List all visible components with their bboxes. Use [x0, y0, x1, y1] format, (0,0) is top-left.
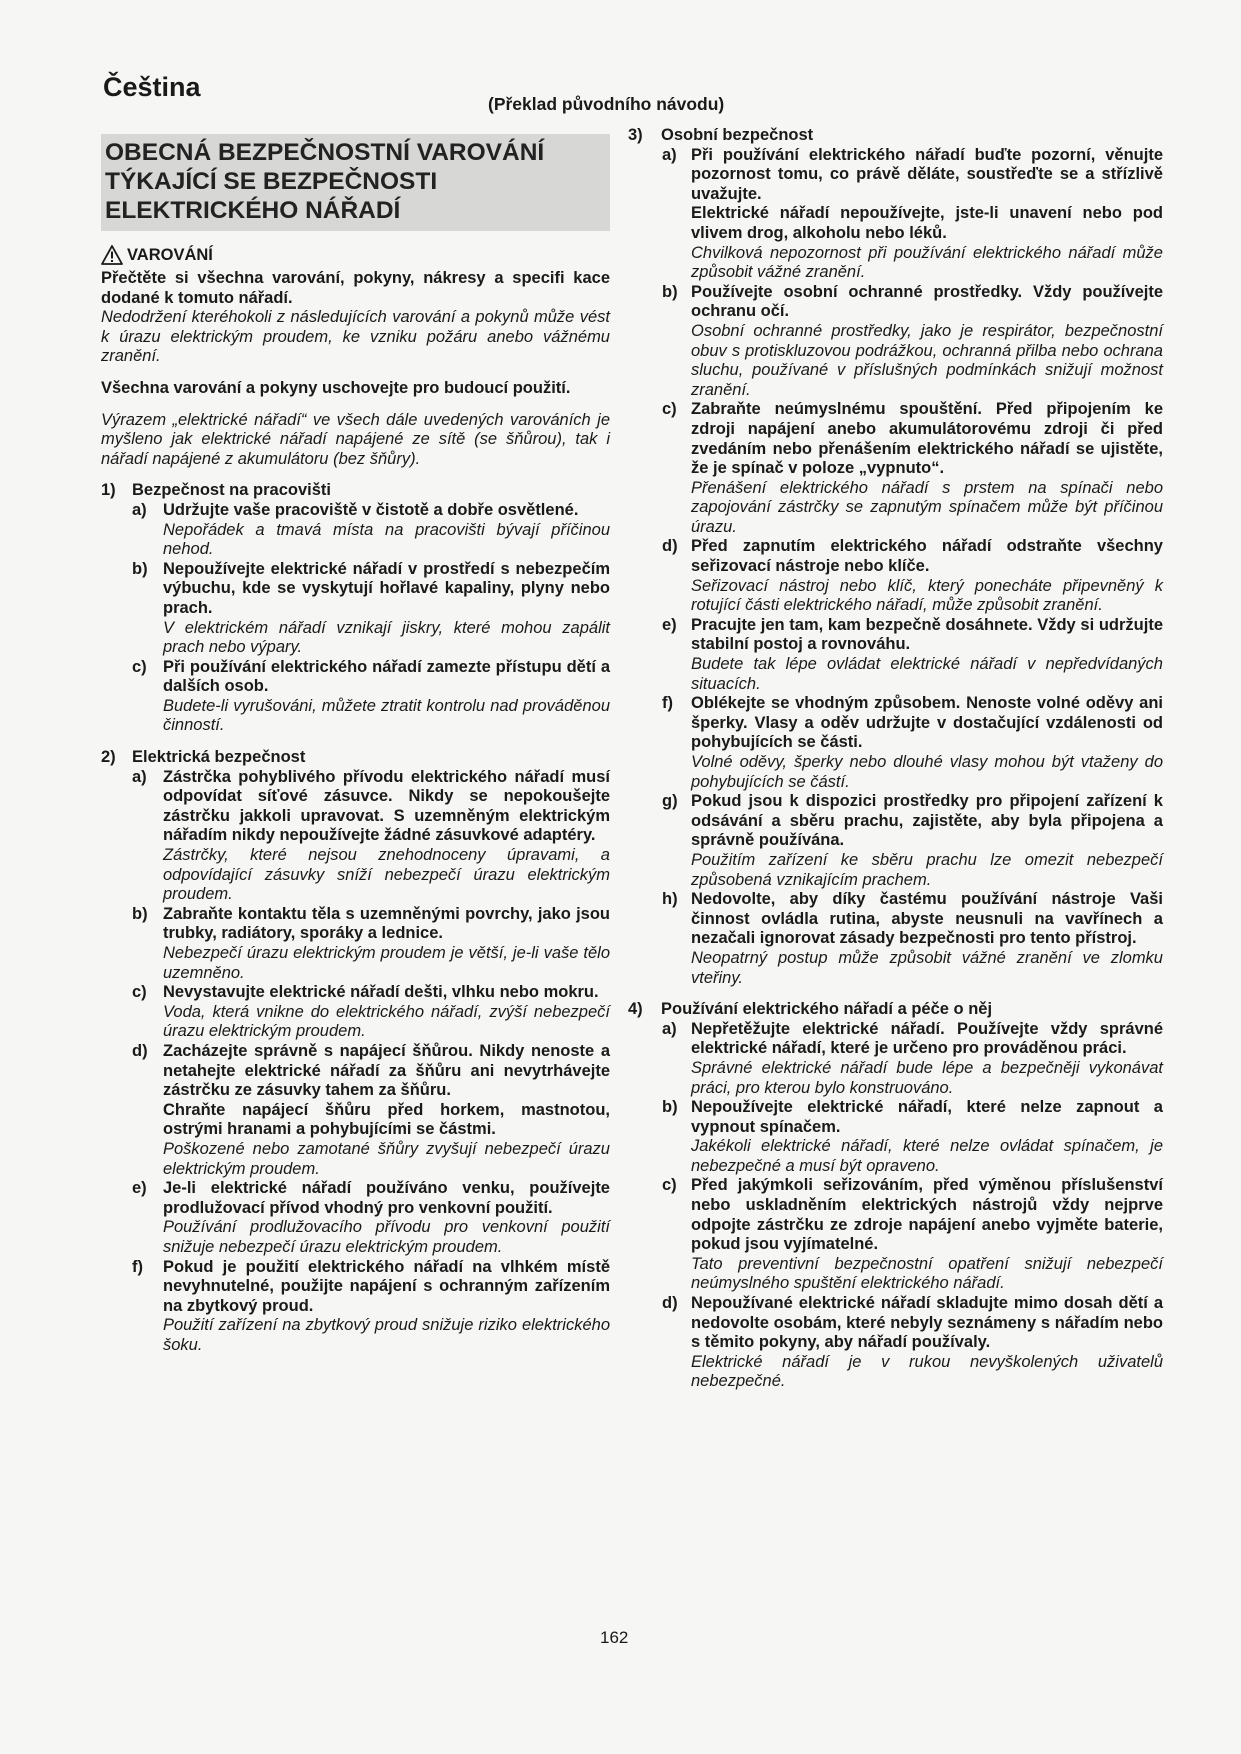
list-item [628, 694, 1163, 792]
left-column [101, 128, 610, 1355]
item-text: Pokud jsou k dispozici prostředky pro připojení zařízení k odsávání a sběru prachu, zajistěte, aby byla připojena a správně používána. [691, 792, 1163, 850]
list-item [628, 792, 1163, 890]
item-note: Elektrické nářadí je v rukou nevyškolených uživatelů nebezpečné. [691, 1352, 1163, 1391]
item-label: e) [132, 1179, 147, 1198]
item-text: Při používání elektrického nářadí zamezte přístupu dětí a dalších osob. [163, 657, 610, 696]
section-3-heading [628, 126, 1163, 146]
general-warning-title-box [101, 134, 610, 231]
item-text: Nedovolte, aby díky častému používání nástroje Vaši činnost ovládla rutina, abyste neusnuli na vavřínech a nezačali ignorovat zásady bezpečnosti pro tento přístroj. [691, 890, 1163, 948]
list-item [628, 616, 1163, 694]
list-item [101, 501, 610, 560]
section-number: 1) [101, 481, 116, 500]
list-item [628, 1294, 1163, 1392]
item-note: Neopatrný postup může způsobit vážné zranění ve zlomku vteřiny. [691, 948, 1163, 987]
list-item [628, 283, 1163, 401]
item-text: Nepoužívejte elektrické nářadí v prostředí s nebezpečím výbuchu, kde se vyskytují hořlavé kapaliny, plyny nebo prach. [163, 559, 610, 617]
item-note: Poškozené nebo zamotané šňůry zvyšují nebezpečí úrazu elektrickým proudem. [163, 1139, 610, 1178]
item-label: c) [662, 400, 677, 419]
item-label: f) [132, 1257, 143, 1276]
item-label: h) [662, 890, 678, 909]
item-text: Zacházejte správně s napájecí šňůrou. Nikdy nenoste a netahejte elektrické nářadí za šňůru ani nevytrhávejte zástrčku ze zásuvky tahem za šňůru. [163, 1041, 610, 1100]
item-text: Nepřetěžujte elektrické nářadí. Používejte vždy správné elektrické nářadí, které je určeno pro prováděnou práci. [691, 1019, 1163, 1058]
right-column [628, 126, 1163, 1392]
list-item [101, 1179, 610, 1257]
item-note: Nebezpečí úrazu elektrickým proudem je větší, je-li vaše tělo uzemněno. [163, 944, 610, 982]
item-note: Volné oděvy, šperky nebo dlouhé vlasy mohou být vtaženy do pohybujících se částí. [691, 753, 1163, 791]
item-note: Seřizovací nástroj nebo klíč, který ponecháte připevněný k rotující části elektrického nářadí, může způsobit zranění. [691, 576, 1163, 615]
item-text: Zabraňte neúmyslnému spouštění. Před připojením ke zdroji napájení anebo akumulátorovému zdroji či před zvedáním nebo přenášením elektrického nářadí se ujistěte, že je spínač v poloze „vypnuto“. [691, 400, 1163, 478]
section-title: Elektrická bezpečnost [132, 748, 306, 767]
item-text: Před zapnutím elektrického nářadí odstraňte všechny seřizovací nástroje nebo klíče. [691, 537, 1163, 576]
item-text-continued: Elektrické nářadí nepoužívejte, jste-li unavení nebo pod vlivem drog, alkoholu nebo léků. [691, 204, 1163, 242]
item-text: Je-li elektrické nářadí používáno venku, používejte prodlužovací přívod vhodný pro venkovní použití. [163, 1179, 610, 1217]
section-2-heading [101, 748, 610, 768]
item-text: Oblékejte se vhodným způsobem. Nenoste volné oděvy ani šperky. Vlasy a oděv udržujte v dostačující vzdálenosti od pohybujících se části. [691, 694, 1163, 752]
warning-triangle-icon [101, 245, 123, 265]
item-note: Tato preventivní bezpečnostní opatření snižují nebezpečí neúmyslného spuštění elektrického nářadí. [691, 1254, 1163, 1293]
item-label: b) [662, 1098, 678, 1117]
item-text-continued: Chraňte napájecí šňůru před horkem, mastnotou, ostrými hranami a pohybujícími se částmi. [163, 1100, 610, 1139]
item-text: Nepoužívejte elektrické nářadí, které nelze zapnout a vypnout spínačem. [691, 1098, 1163, 1136]
list-item [101, 1042, 610, 1179]
item-note: Přenášení elektrického nářadí s prstem na spínači nebo zapojování zástrčky se zapnutým spínačem může být příčinou úrazu. [691, 478, 1163, 536]
item-text: Před jakýmkoli seřizováním, před výměnou příslušenství nebo uskladněním elektrických nástrojů vždy nejprve odpojte zástrčku ze zdroje napájení anebo vyjměte baterie, pokud jsou vyjímatelné. [691, 1176, 1163, 1254]
item-note: Jakékoli elektrické nářadí, které nelze ovládat spínačem, je nebezpečné a musí být opraveno. [691, 1137, 1163, 1175]
list-item [628, 146, 1163, 283]
item-label: f) [662, 694, 673, 713]
item-label: b) [662, 282, 678, 301]
section-number: 2) [101, 748, 116, 767]
item-text: Nevystavujte elektrické nářadí dešti, vlhku nebo mokru. [163, 983, 599, 1002]
item-label: g) [662, 792, 678, 811]
section-number: 3) [628, 126, 643, 144]
item-note: Chvilková nepozornost při používání elektrického nářadí může způsobit vážné zranění. [691, 243, 1163, 282]
item-label: c) [132, 657, 147, 676]
item-label: d) [662, 537, 678, 556]
read-all-note: Nedodržení kteréhokoli z následujících varování a pokynů může vést k úrazu elektrickým proudem, ke vzniku požáru anebo vážnému zranění. [101, 308, 610, 366]
section-title: Osobní bezpečnost [661, 126, 814, 144]
item-text: Zástrčka pohyblivého přívodu elektrického nářadí musí odpovídat síťové zásuvce. Nikdy se nepokoušejte zástrčku jakkoli upravovat. S uzemněným elektrickým nářadím nikdy nepoužívejte žádné zásuvkové adaptéry. [163, 767, 610, 845]
item-label: d) [132, 1041, 148, 1060]
item-note: Osobní ochranné prostředky, jako je respirátor, bezpečnostní obuv s protiskluzovou podrážkou, ochranná přilba nebo ochrana sluchu, používané v příslušných podmínkách snižují možnost zranění. [691, 321, 1163, 399]
title-line: TÝKAJÍCÍ SE BEZPEČNOSTI [105, 168, 438, 195]
item-label: a) [662, 145, 677, 164]
item-note: Správné elektrické nářadí bude lépe a bezpečněji vykonávat práci, pro kterou bylo konstruováno. [691, 1058, 1163, 1097]
item-label: e) [662, 615, 677, 634]
item-text: Nepoužívané elektrické nářadí skladujte mimo dosah dětí a nedovolte osobám, které nebyly seznámeny s nářadím nebo s těmito pokyny, aby nářadí používaly. [691, 1294, 1163, 1352]
item-note: Použitím zařízení ke sběru prachu lze omezit nebezpečí způsobená vznikajícím prachem. [691, 850, 1163, 889]
item-text: Používejte osobní ochranné prostředky. Vždy používejte ochranu očí. [691, 282, 1163, 321]
translation-subtitle: (Překlad původního návodu) [488, 94, 725, 114]
section-4-heading [628, 1000, 1163, 1020]
item-note: Použití zařízení na zbytkový proud snižuje riziko elektrického šoku. [163, 1316, 610, 1354]
list-item [101, 983, 610, 1042]
item-text: Pracujte jen tam, kam bezpečně dosáhnete. Vždy si udržujte stabilní postoj a rovnováhu. [691, 615, 1163, 654]
item-note: Budete tak lépe ovládat elektrické nářadí v nepředvídaných situacích. [691, 655, 1163, 693]
list-item [101, 905, 610, 983]
item-text: Zabraňte kontaktu těla s uzemněnými povrchy, jako jsou trubky, radiátory, sporáky a lednice. [163, 904, 610, 943]
item-label: a) [132, 500, 147, 519]
item-text: Udržujte vaše pracoviště v čistotě a dobře osvětlené. [163, 500, 579, 519]
list-item [101, 658, 610, 736]
list-item [101, 560, 610, 658]
item-text: Pokud je použití elektrického nářadí na vlhkém místě nevyhnutelné, použijte napájení s ochranným zařízením na zbytkový proud. [163, 1257, 610, 1315]
section-title: Bezpečnost na pracovišti [132, 481, 331, 500]
list-item [101, 768, 610, 905]
item-label: c) [662, 1176, 677, 1195]
item-label: c) [132, 983, 147, 1002]
warning-label [101, 245, 610, 265]
title-line: OBECNÁ BEZPEČNOSTNÍ VAROVÁNÍ [105, 139, 545, 166]
language-heading: Čeština [103, 72, 201, 102]
item-note: Nepořádek a tmavá místa na pracovišti bývají příčinou nehod. [163, 520, 610, 559]
item-label: b) [132, 904, 148, 923]
title-line: ELEKTRICKÉHO NÁŘADÍ [105, 197, 401, 224]
read-all-instruction: Přečtěte si všechna varování, pokyny, nákresy a specifi kace dodané k tomuto nářadí. [101, 269, 610, 307]
item-label: b) [132, 559, 148, 578]
keep-instructions: Všechna varování a pokyny uschovejte pro budoucí použití. [101, 378, 571, 397]
list-item [628, 400, 1163, 537]
list-item [101, 1258, 610, 1356]
item-label: a) [662, 1019, 677, 1038]
power-tool-definition: Výrazem „elektrické nářadí“ ve všech dále uvedených varováních je myšleno jak elektrické nářadí napájené ze sítě (se šňůrou), tak i nářadí napájené z akumulátoru (bez šňůry). [101, 410, 610, 468]
list-item [628, 890, 1163, 988]
section-title: Používání elektrického nářadí a péče o něj [661, 1000, 993, 1019]
item-note: Zástrčky, které nejsou znehodnoceny úpravami, a odpovídající zásuvky sníží nebezpečí úrazu elektrickým proudem. [163, 846, 610, 904]
item-note: Budete-li vyrušováni, můžete ztratit kontrolu nad prováděnou činností. [163, 696, 610, 735]
item-note: V elektrickém nářadí vznikají jiskry, které mohou zapálit prach nebo výpary. [163, 618, 610, 657]
list-item [628, 1098, 1163, 1176]
warning-label-text: VAROVÁNÍ [127, 245, 213, 264]
page-number: 162 [600, 1628, 629, 1647]
item-text: Při používání elektrického nářadí buďte pozorní, věnujte pozornost tomu, co právě děláte, soustřeďte se a střízlivě uvažujte. [691, 145, 1163, 203]
list-item [628, 1176, 1163, 1294]
item-label: d) [662, 1294, 678, 1313]
list-item [628, 537, 1163, 615]
item-note: Voda, která vnikne do elektrického nářadí, zvýší nebezpečí úrazu elektrickým proudem. [163, 1002, 610, 1041]
section-1-heading [101, 481, 610, 501]
item-note: Používání prodlužovacího přívodu pro venkovní použití snižuje nebezpečí úrazu elektrickým proudem. [163, 1218, 610, 1256]
list-item [628, 1020, 1163, 1098]
item-label: a) [132, 767, 147, 786]
section-number: 4) [628, 1000, 643, 1019]
